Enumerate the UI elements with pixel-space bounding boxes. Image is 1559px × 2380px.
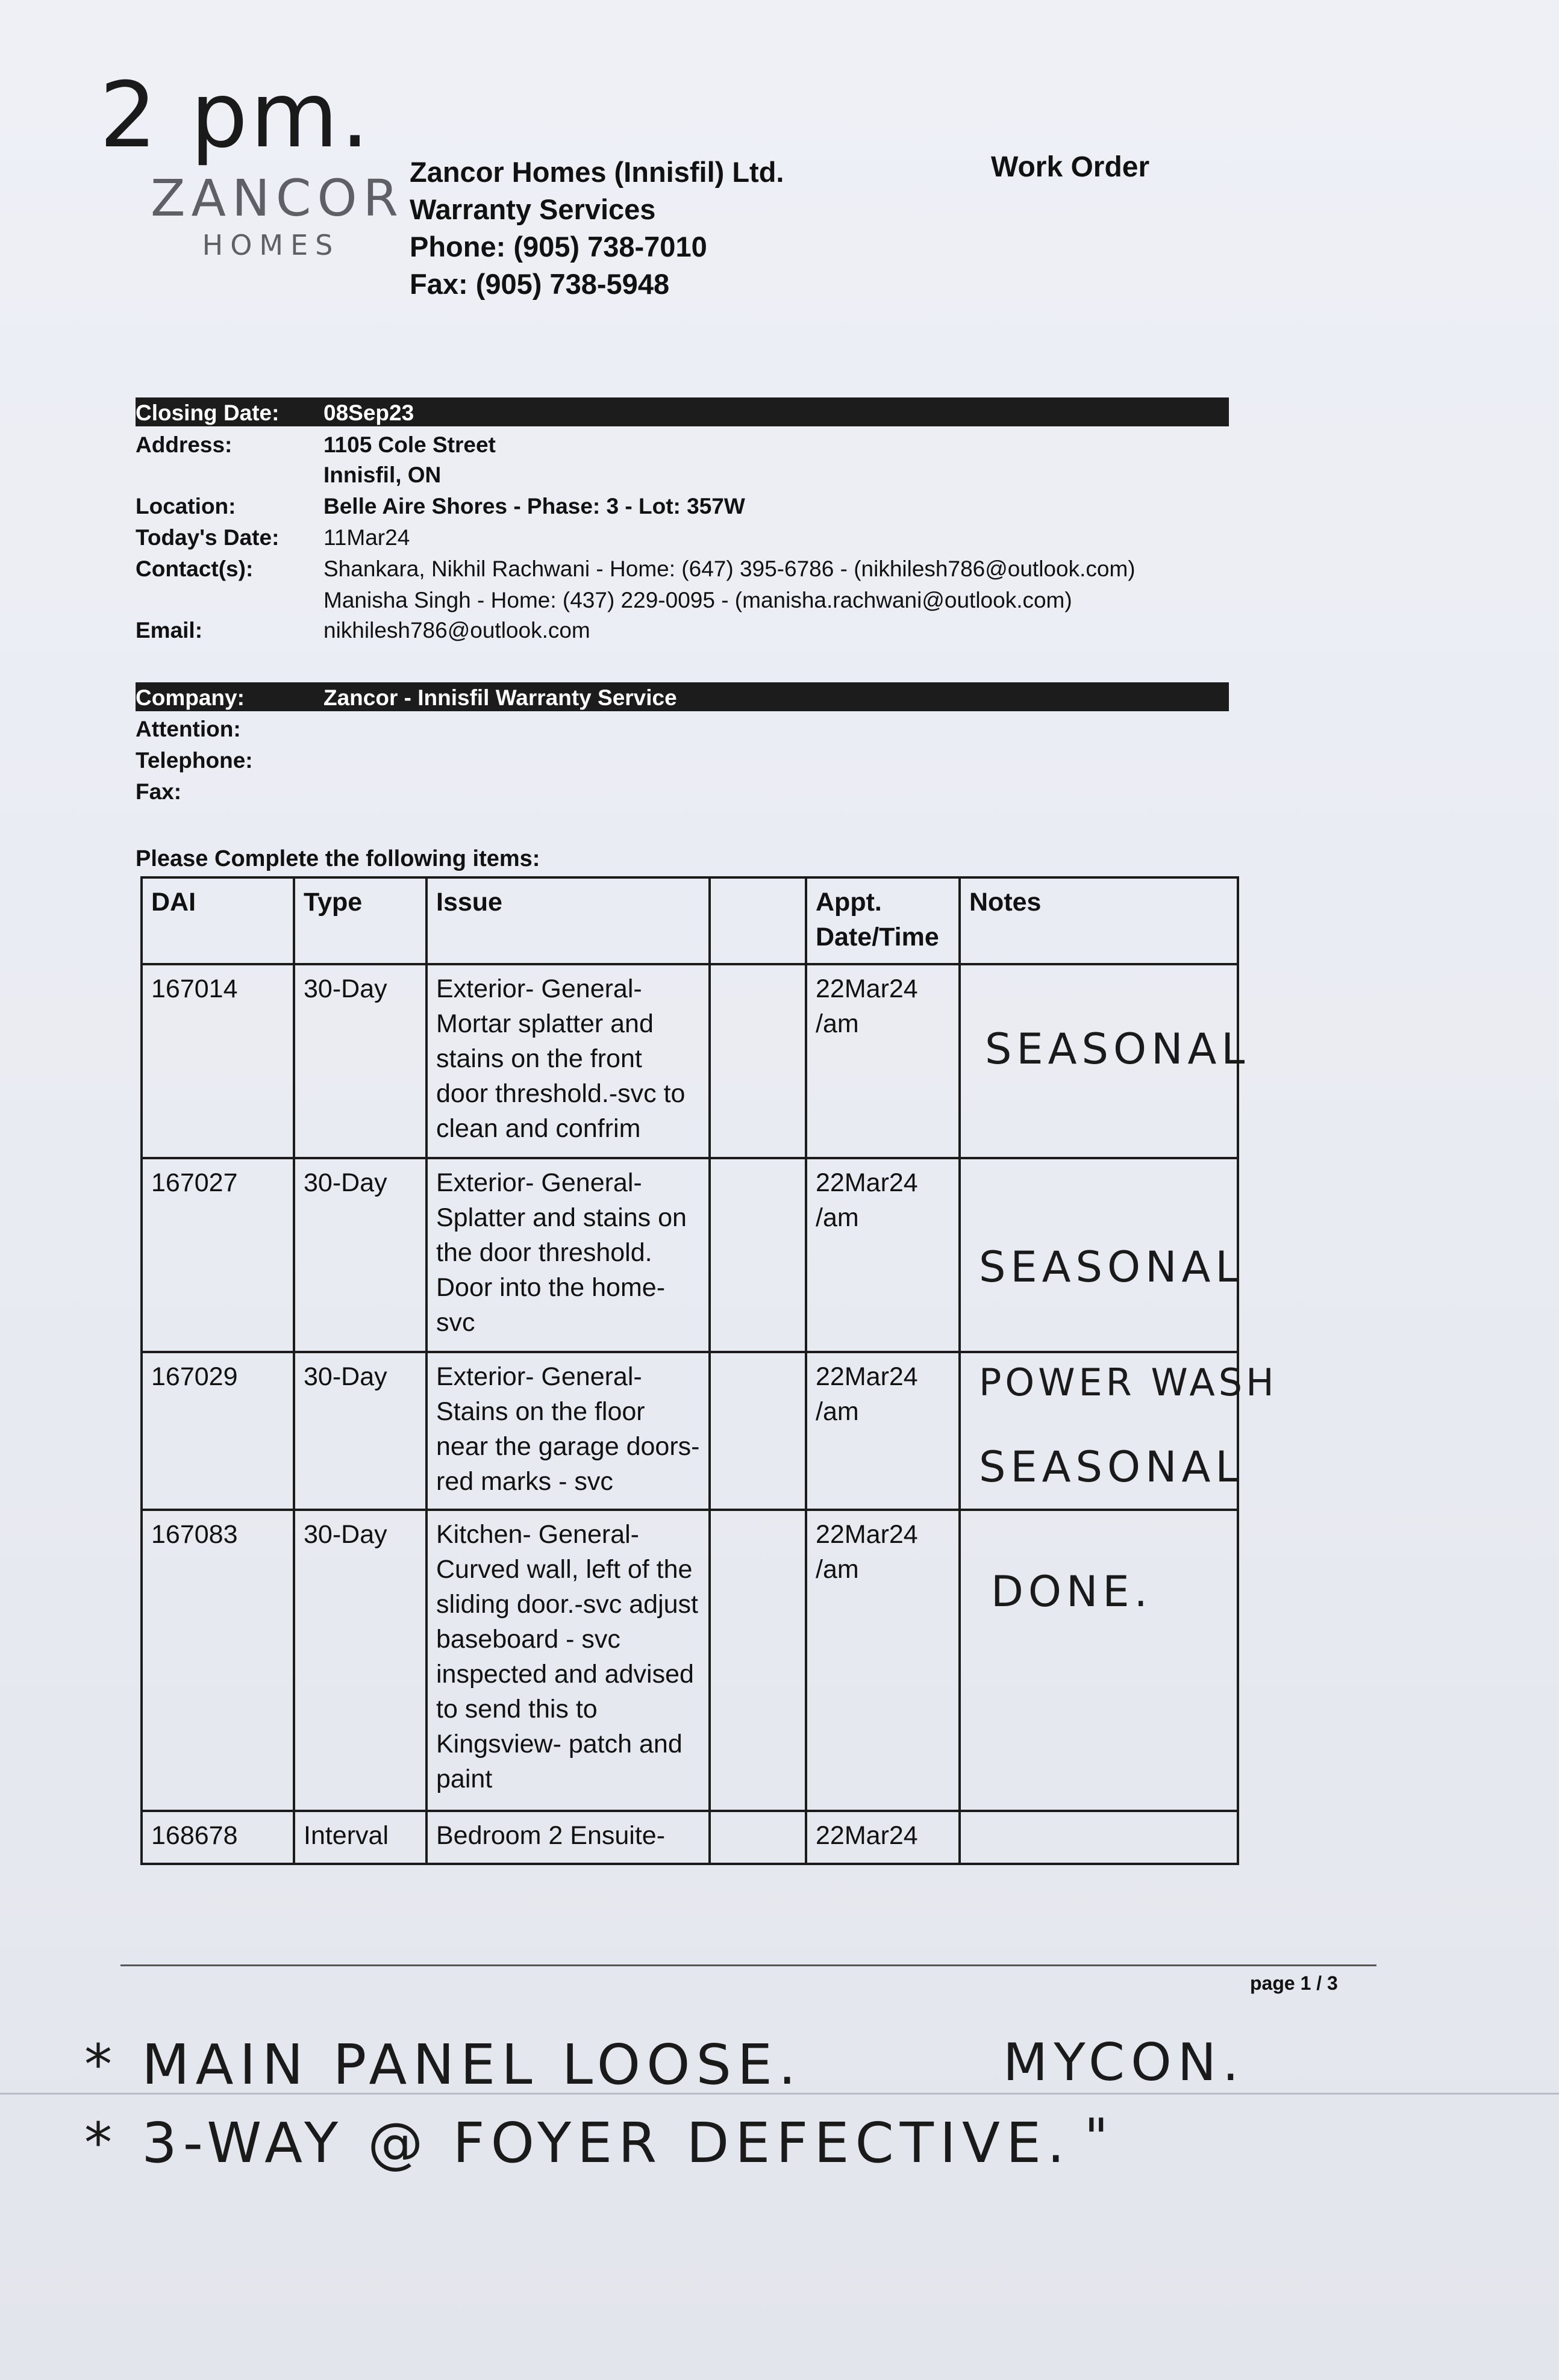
cell-issue: Exterior- General- Splatter and stains on the door threshold. Door into the home- svc [426, 1158, 710, 1352]
cell-notes [960, 1352, 1278, 1510]
closing-date-value: 08Sep23 [323, 400, 414, 425]
cell-notes [960, 1811, 1238, 1864]
handwritten-note: SEASONAL [979, 1242, 1244, 1292]
cell-dai: 167083 [142, 1510, 294, 1811]
cell-appt: 22Mar24 /am [806, 1510, 960, 1811]
column-header-issue: Issue [426, 877, 710, 964]
address-line2: Innisfil, ON [323, 463, 442, 487]
attention-label: Attention: [136, 717, 241, 741]
logo-sub-text: HOMES [202, 229, 340, 261]
handwritten-time-note: 2 pm. [99, 63, 372, 168]
cell-appt: 22Mar24 [806, 1811, 960, 1864]
location-value: Belle Aire Shores - Phase: 3 - Lot: 357W [323, 494, 745, 519]
cell-appt: 22Mar24 /am [806, 1352, 960, 1510]
todays-date-value: 11Mar24 [323, 525, 410, 550]
cell-notes [960, 1510, 1238, 1811]
handwritten-note: DONE. [991, 1567, 1152, 1616]
logo-main-text: ZANCOR [151, 169, 404, 228]
cell-blank [710, 1811, 806, 1864]
cell-dai: 168678 [142, 1811, 294, 1864]
column-header-type: Type [294, 877, 426, 964]
handwritten-footer-line2: * 3-WAY @ FOYER DEFECTIVE. [84, 2111, 1071, 2175]
email-label: Email: [136, 618, 203, 643]
document-title: Work Order [991, 151, 1150, 183]
column-header-dai: DAI [142, 877, 294, 964]
cell-type: 30-Day [294, 1510, 426, 1811]
table-row [142, 1510, 1238, 1811]
company-value: Zancor - Innisfil Warranty Service [323, 685, 677, 710]
company-name: Zancor Homes (Innisfil) Ltd. [410, 156, 784, 188]
contact-line1: Shankara, Nikhil Rachwani - Home: (647) 395-6786 - (nikhilesh786@outlook.com) [323, 556, 1136, 581]
cell-blank [710, 964, 806, 1158]
table-row [142, 1811, 1238, 1864]
cell-type: 30-Day [294, 1158, 426, 1352]
handwritten-note: SEASONAL [985, 1024, 1250, 1074]
closing-date-bar [136, 397, 1229, 426]
telephone-label: Telephone: [136, 748, 253, 773]
table-row [142, 1352, 1238, 1510]
cell-appt: 22Mar24 /am [806, 964, 960, 1158]
company-label: Company: [136, 685, 245, 710]
cell-issue: Exterior- General- Stains on the floor near the garage doors- red marks - svc [426, 1352, 710, 1510]
location-label: Location: [136, 494, 236, 519]
closing-date-label: Closing Date: [136, 400, 280, 425]
handwritten-footer-line1-right: MYCON. [1003, 2033, 1245, 2093]
cell-notes [960, 1158, 1244, 1352]
company-phone: Phone: (905) 738-7010 [410, 231, 707, 263]
cell-issue: Bedroom 2 Ensuite- [426, 1811, 710, 1864]
todays-date-label: Today's Date: [136, 525, 280, 550]
cell-issue: Exterior- General- Mortar splatter and stains on the front door threshold.-svc to clean and confrim [426, 964, 710, 1158]
table-row [142, 964, 1238, 1158]
contact-line2: Manisha Singh - Home: (437) 229-0095 - (manisha.rachwani@outlook.com) [323, 588, 1072, 612]
cell-appt: 22Mar24 /am [806, 1158, 960, 1352]
page-number: page 1 / 3 [1250, 1972, 1338, 1994]
footer-rule [120, 1964, 1376, 1966]
handwritten-footer-line2-right: " [1084, 2108, 1114, 2168]
cell-dai: 167029 [142, 1352, 294, 1510]
company-bar [136, 682, 1229, 711]
column-header-notes: Notes [960, 877, 1238, 964]
fax-label: Fax: [136, 779, 182, 804]
cell-type: 30-Day [294, 964, 426, 1158]
table-header-row [142, 877, 1238, 964]
cell-blank [710, 1158, 806, 1352]
items-title: Please Complete the following items: [136, 846, 540, 871]
address-line1: 1105 Cole Street [323, 432, 496, 457]
handwritten-footer-line1: * MAIN PANEL LOOSE. [84, 2033, 802, 2097]
cell-blank [710, 1352, 806, 1510]
cell-blank [710, 1510, 806, 1811]
handwritten-note: SEASONAL [979, 1442, 1244, 1492]
cell-issue: Kitchen- General- Curved wall, left of the sliding door.-svc adjust baseboard - svc inspected and advised to send this to Kingsview- patch and paint [426, 1510, 710, 1811]
company-header [410, 154, 784, 303]
company-fax: Fax: (905) 738-5948 [410, 268, 670, 300]
email-value: nikhilesh786@outlook.com [323, 618, 590, 643]
table-row [142, 1158, 1238, 1352]
cell-dai: 167014 [142, 964, 294, 1158]
contacts-label: Contact(s): [136, 556, 254, 581]
handwritten-note: POWER WASH [979, 1360, 1278, 1404]
work-items-table [140, 876, 1278, 1865]
column-header-appt: Appt. Date/Time [806, 877, 960, 964]
cell-notes [960, 964, 1250, 1158]
address-label: Address: [136, 432, 233, 457]
zancor-logo [151, 169, 404, 261]
company-dept: Warranty Services [410, 193, 656, 225]
cell-dai: 167027 [142, 1158, 294, 1352]
cell-type: Interval [294, 1811, 426, 1864]
cell-type: 30-Day [294, 1352, 426, 1510]
column-header-blank [710, 877, 806, 964]
